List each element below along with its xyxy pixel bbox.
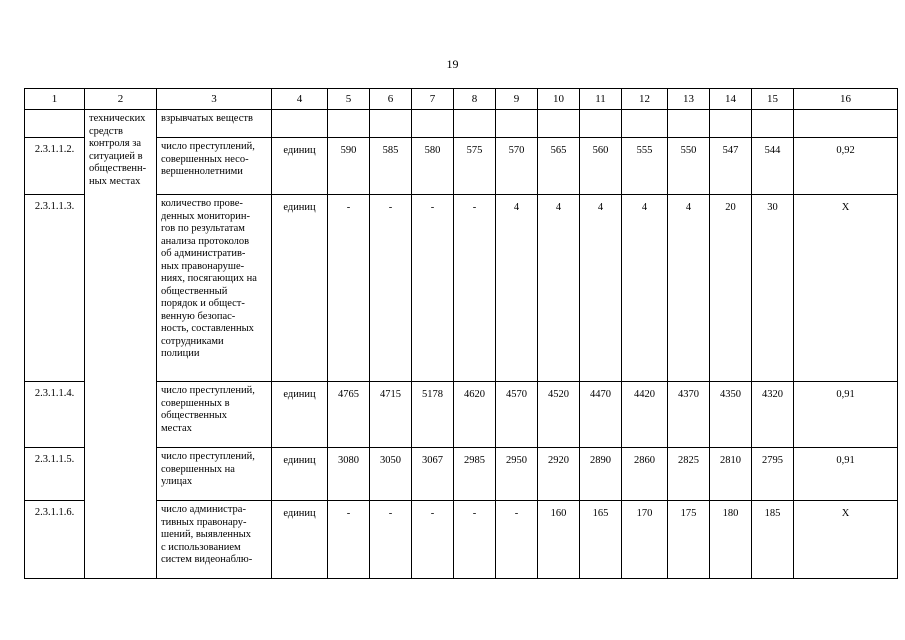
cell-value: - xyxy=(496,501,538,579)
cell-value xyxy=(752,110,794,138)
text-line: полиции xyxy=(161,348,200,359)
text-line: ность, составленных xyxy=(161,323,254,334)
cell-description xyxy=(157,138,272,195)
cell-value: 165 xyxy=(580,501,622,579)
cell-value: - xyxy=(454,501,496,579)
cell-unit: единиц xyxy=(272,382,328,448)
cell-value: 547 xyxy=(710,138,752,195)
cell-value: 544 xyxy=(752,138,794,195)
header-cell: 6 xyxy=(370,89,412,110)
cell-value: - xyxy=(328,195,370,382)
text-line: вершеннолетними xyxy=(161,166,243,177)
header-cell: 14 xyxy=(710,89,752,110)
header-row xyxy=(25,89,898,110)
text-line: совершенных несо- xyxy=(161,153,249,165)
cell-value: 185 xyxy=(752,501,794,579)
cell-code: 2.3.1.1.6. xyxy=(25,501,85,579)
text-line: гов по результатам xyxy=(161,223,245,234)
header-cell: 16 xyxy=(794,89,898,110)
cell-code: 2.3.1.1.2. xyxy=(25,138,85,195)
cell-value xyxy=(328,110,370,138)
text-line: порядок и общест- xyxy=(161,298,245,309)
cell-value: 20 xyxy=(710,195,752,382)
cell-value: - xyxy=(328,501,370,579)
text-line: технических xyxy=(89,113,146,124)
cell-value: 585 xyxy=(370,138,412,195)
cell-description xyxy=(157,382,272,448)
cell-value: 4 xyxy=(496,195,538,382)
text-line: улицах xyxy=(161,476,193,487)
cell-value: 2890 xyxy=(580,448,622,501)
cell-code xyxy=(25,110,85,138)
cell-value: 560 xyxy=(580,138,622,195)
cell-value: 30 xyxy=(752,195,794,382)
cell-value: 2795 xyxy=(752,448,794,501)
text-line: ных правонаруше- xyxy=(161,260,245,272)
header-cell: 15 xyxy=(752,89,794,110)
indicator-group-name xyxy=(85,110,157,579)
cell-value: 2950 xyxy=(496,448,538,501)
cell-description xyxy=(157,501,272,579)
cell-value: 160 xyxy=(538,501,580,579)
text-line: местах xyxy=(161,422,192,434)
text-line: число преступлений, xyxy=(161,385,255,396)
cell-value: 4420 xyxy=(622,382,668,448)
cell-value xyxy=(710,110,752,138)
cell-code: 2.3.1.1.3. xyxy=(25,195,85,382)
cell-value: 4 xyxy=(538,195,580,382)
cell-unit xyxy=(272,110,328,138)
cell-value: - xyxy=(454,195,496,382)
cell-value: 2985 xyxy=(454,448,496,501)
cell-value: 0,91 xyxy=(794,448,898,501)
cell-value: 550 xyxy=(668,138,710,195)
header-cell: 12 xyxy=(622,89,668,110)
cell-unit: единиц xyxy=(272,448,328,501)
header-cell: 10 xyxy=(538,89,580,110)
cell-value: Х xyxy=(794,195,898,382)
cell-value xyxy=(794,110,898,138)
page-number: 19 xyxy=(446,57,459,71)
cell-value: 170 xyxy=(622,501,668,579)
text-line: совершенных в xyxy=(161,397,230,409)
text-line: число преступлений, xyxy=(161,451,255,462)
text-line: общественный xyxy=(161,285,228,297)
header-cell: 1 xyxy=(25,89,85,110)
header-cell: 7 xyxy=(412,89,454,110)
cell-value: 4470 xyxy=(580,382,622,448)
text-line: анализа протоколов xyxy=(161,235,250,247)
cell-code: 2.3.1.1.5. xyxy=(25,448,85,501)
text-line: взрывчатых веществ xyxy=(161,113,253,124)
cell-value: 3050 xyxy=(370,448,412,501)
cell-value xyxy=(538,110,580,138)
cell-value: 4620 xyxy=(454,382,496,448)
header-cell: 4 xyxy=(272,89,328,110)
cell-value xyxy=(454,110,496,138)
cell-value: 4320 xyxy=(752,382,794,448)
text-line: ниях, посягающих на xyxy=(161,273,257,284)
cell-description xyxy=(157,195,272,382)
text-line: контроля за xyxy=(89,138,142,149)
header-cell: 5 xyxy=(328,89,370,110)
cell-value: 4370 xyxy=(668,382,710,448)
text-line: средств xyxy=(89,125,123,137)
cell-value: 2810 xyxy=(710,448,752,501)
cell-value xyxy=(412,110,454,138)
cell-value: Х xyxy=(794,501,898,579)
text-line: денных мониторин- xyxy=(161,210,250,222)
text-line: сотрудниками xyxy=(161,335,224,347)
text-line: шений, выявленных xyxy=(161,529,251,540)
cell-value: 180 xyxy=(710,501,752,579)
cell-value: 2825 xyxy=(668,448,710,501)
text-line: ситуацией в xyxy=(89,150,143,162)
cell-value: 5178 xyxy=(412,382,454,448)
cell-value: 4350 xyxy=(710,382,752,448)
cell-unit: единиц xyxy=(272,138,328,195)
cell-value xyxy=(580,110,622,138)
cell-value: 4715 xyxy=(370,382,412,448)
header-cell: 8 xyxy=(454,89,496,110)
cell-value: 3067 xyxy=(412,448,454,501)
text-line: с использованием xyxy=(161,541,241,553)
cell-value xyxy=(496,110,538,138)
text-line: тивных правонару- xyxy=(161,516,247,528)
header-cell: 9 xyxy=(496,89,538,110)
cell-value: 175 xyxy=(668,501,710,579)
cell-value: 555 xyxy=(622,138,668,195)
header-cell: 2 xyxy=(85,89,157,110)
text-line: совершенных на xyxy=(161,463,235,475)
text-line: систем видеонаблю- xyxy=(161,554,253,565)
text-line: число преступлений, xyxy=(161,141,255,152)
indicators-table xyxy=(24,88,898,579)
text-line: общественн- xyxy=(89,163,147,174)
cell-value xyxy=(622,110,668,138)
text-line: количество прове- xyxy=(161,198,243,209)
header-cell: 13 xyxy=(668,89,710,110)
cell-description xyxy=(157,448,272,501)
cell-value: 2920 xyxy=(538,448,580,501)
cell-value: 4570 xyxy=(496,382,538,448)
cell-value: 575 xyxy=(454,138,496,195)
cell-value: 4520 xyxy=(538,382,580,448)
cell-description xyxy=(157,110,272,138)
cell-value: 4 xyxy=(580,195,622,382)
cell-code: 2.3.1.1.4. xyxy=(25,382,85,448)
cell-value: - xyxy=(370,501,412,579)
cell-value xyxy=(370,110,412,138)
cell-value: 580 xyxy=(412,138,454,195)
cell-unit: единиц xyxy=(272,501,328,579)
cell-value xyxy=(668,110,710,138)
cell-value: 4765 xyxy=(328,382,370,448)
header-cell: 3 xyxy=(157,89,272,110)
cell-value: - xyxy=(412,195,454,382)
cell-value: 4 xyxy=(668,195,710,382)
cell-value: - xyxy=(370,195,412,382)
table-row xyxy=(25,110,898,138)
cell-value: 0,91 xyxy=(794,382,898,448)
cell-unit: единиц xyxy=(272,195,328,382)
text-line: об административ- xyxy=(161,248,246,259)
cell-value: 4 xyxy=(622,195,668,382)
text-line: ных местах xyxy=(89,175,141,187)
cell-value: 565 xyxy=(538,138,580,195)
cell-value: 0,92 xyxy=(794,138,898,195)
cell-value: - xyxy=(412,501,454,579)
text-line: число администра- xyxy=(161,504,246,515)
cell-value: 3080 xyxy=(328,448,370,501)
text-line: венную безопас- xyxy=(161,310,236,322)
text-line: общественных xyxy=(161,410,227,421)
cell-value: 570 xyxy=(496,138,538,195)
header-cell: 11 xyxy=(580,89,622,110)
cell-value: 590 xyxy=(328,138,370,195)
cell-value: 2860 xyxy=(622,448,668,501)
